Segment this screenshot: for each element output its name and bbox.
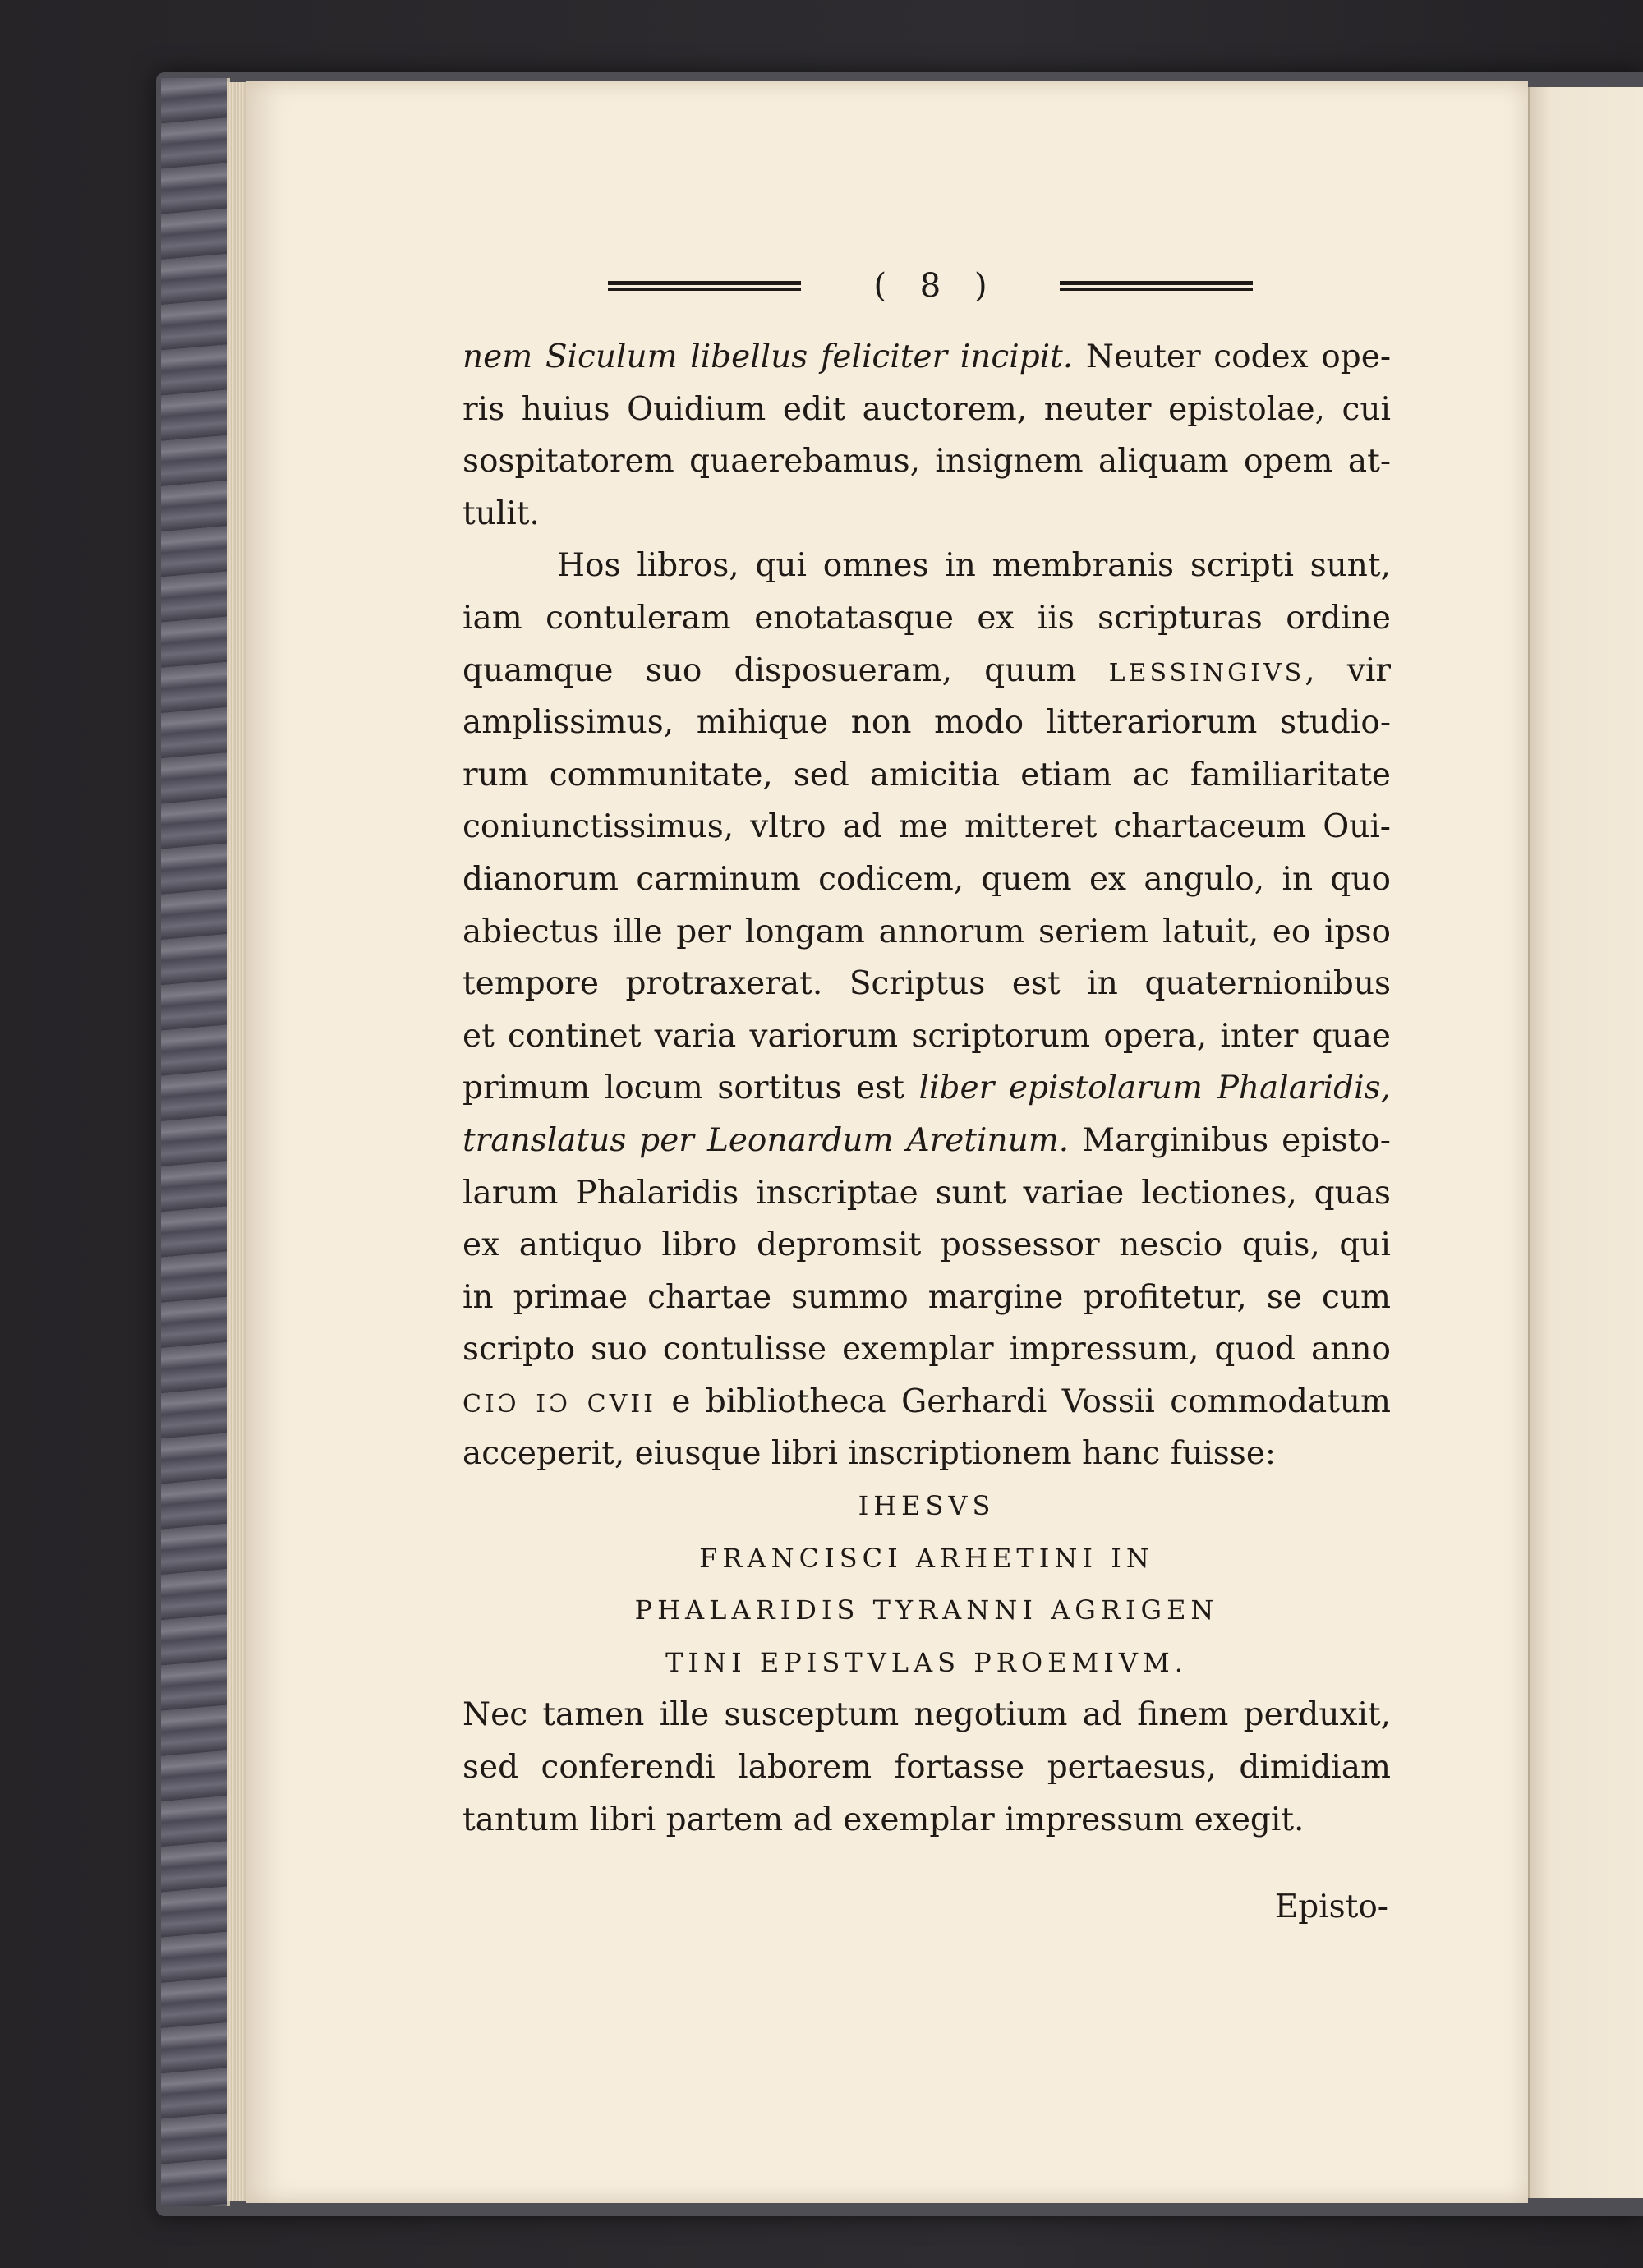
text-line: [463, 906, 1391, 959]
text-line: [463, 1533, 1391, 1585]
text-line: [463, 592, 1391, 645]
text-line: [463, 645, 1391, 697]
book-spine: [161, 78, 230, 2206]
text-span: scripto suo contulisse exemplar impressum, quod anno: [463, 1331, 1391, 1369]
facing-page-edge: [1528, 87, 1643, 2198]
text-span: rum communitate, sed amicitia etiam ac familiaritate: [463, 756, 1391, 794]
text-line: [463, 697, 1391, 749]
text-span: in primae chartae summo margine profitetur, se cum: [463, 1278, 1391, 1316]
running-head: [608, 261, 1253, 311]
body-text: [463, 331, 1391, 1846]
text-span: translatus per Leonardum Aretinum.: [463, 1121, 1070, 1159]
text-line: [463, 1480, 1391, 1533]
head-rule-left: [608, 281, 801, 291]
catchword: Episto-: [1274, 1888, 1388, 1925]
text-span: IHESVS: [858, 1490, 996, 1522]
text-line: [463, 488, 1391, 541]
text-line: [463, 1637, 1391, 1690]
text-span: tulit.: [463, 495, 540, 532]
text-span: LESSINGIVS: [1108, 658, 1305, 688]
text-span: tempore protraxerat. Scriptus est in quaternionibus: [463, 965, 1391, 1003]
text-span: sospitatorem quaerebamus, insignem aliquam opem at-: [463, 443, 1391, 481]
text-span: primum locum sortitus est: [463, 1070, 919, 1107]
text-line: [463, 1062, 1391, 1115]
text-line: [463, 801, 1391, 853]
text-span: larum Phalaridis inscriptae sunt variae lectiones, quas: [463, 1174, 1391, 1212]
text-line: [463, 1376, 1391, 1428]
text-line: [463, 384, 1391, 436]
text-span: TINI EPISTVLAS PROEMIVM.: [665, 1646, 1188, 1678]
text-line: [463, 1794, 1391, 1847]
text-line: [463, 435, 1391, 488]
text-span: quamque suo disposueram, quum: [463, 651, 1109, 689]
text-line: [463, 540, 1391, 592]
text-span: e bibliotheca Gerhardi Vossii commodatum: [656, 1382, 1391, 1420]
page-number: ( 8 ): [873, 267, 999, 305]
text-line: [463, 1010, 1391, 1063]
text-span: acceperit, eiusque libri inscriptionem hanc fuisse:: [463, 1435, 1277, 1473]
text-line: [463, 1167, 1391, 1220]
text-span: iam contuleram enotatasque ex iis scripturas ordine: [463, 599, 1391, 637]
text-line: [463, 1585, 1391, 1637]
text-span: CIƆ IƆ CVII: [463, 1389, 656, 1419]
text-span: nem Siculum libellus feliciter incipit.: [463, 338, 1074, 375]
text-span: ex antiquo libro depromsit possessor nescio quis, qui: [463, 1226, 1391, 1264]
text-span: abiectus ille per longam annorum seriem latuit, eo ipso: [463, 913, 1391, 950]
text-line: [463, 853, 1391, 906]
text-span: Nec tamen ille susceptum negotium ad finem perduxit,: [463, 1696, 1391, 1734]
text-span: PHALARIDIS TYRANNI AGRIGEN: [634, 1594, 1219, 1626]
head-rule-right: [1060, 281, 1253, 291]
text-line: [463, 1428, 1391, 1480]
text-span: amplissimus, mihique non modo litterariorum studio-: [463, 704, 1391, 742]
text-span: FRANCISCI ARHETINI IN: [699, 1542, 1154, 1574]
text-line: [463, 958, 1391, 1010]
text-line: [463, 749, 1391, 802]
text-span: tantum libri partem ad exemplar impressum exegit.: [463, 1801, 1305, 1838]
text-line: [463, 1115, 1391, 1167]
text-span: dianorum carminum codicem, quem ex angulo, in quo: [463, 860, 1391, 898]
text-line: [463, 1323, 1391, 1376]
text-span: coniunctissimus, vltro ad me mitteret chartaceum Oui-: [463, 808, 1391, 846]
text-span: , vir: [1305, 651, 1391, 689]
text-span: sed conferendi laborem fortasse pertaesus, dimidiam: [463, 1749, 1391, 1787]
text-line: [463, 1741, 1391, 1794]
text-span: Hos libros, qui omnes in membranis scripti sunt,: [557, 547, 1391, 585]
text-span: ris huius Ouidium edit auctorem, neuter epistolae, cui: [463, 390, 1391, 428]
text-span: et continet varia variorum scriptorum opera, inter quae: [463, 1017, 1391, 1055]
text-line: [463, 1689, 1391, 1741]
page-edges: [227, 82, 246, 2201]
text-line: [463, 1272, 1391, 1324]
text-span: Neuter codex ope-: [1073, 338, 1391, 375]
text-span: liber epistolarum Phalaridis,: [918, 1070, 1391, 1107]
text-span: Marginibus episto-: [1069, 1121, 1391, 1159]
text-line: [463, 331, 1391, 384]
text-line: [463, 1219, 1391, 1272]
